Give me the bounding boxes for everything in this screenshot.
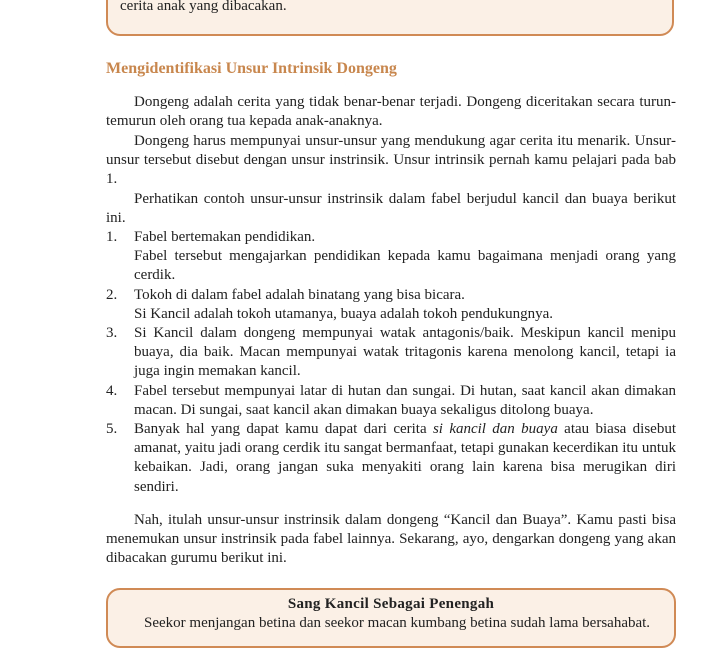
list-number: 5.: [106, 421, 118, 438]
list-number: 1.: [106, 229, 118, 245]
list-extra: Si Kancil adalah tokoh utamanya, buaya adalah tokoh pendukungnya.: [134, 305, 554, 322]
list-item: [106, 324, 676, 382]
list-item: [106, 420, 676, 497]
story-box: [106, 588, 676, 648]
list-text: Fabel tersebut mempunyai latar di hutan dan sungai. Di hutan, saat kancil akan dimakan macan. Di sungai, saat kancil akan dimakan buaya sekaligus ditolong buaya.: [134, 382, 676, 418]
list-text-before: Banyak hal yang dapat kamu dapat dari cerita: [134, 421, 433, 438]
list-extra: Fabel tersebut mengajarkan pendidikan kepada kamu bagaimana menjadi orang yang cerdik.: [134, 248, 676, 284]
list-item: [106, 228, 676, 286]
list-item: [106, 382, 676, 420]
list-number: 2.: [106, 286, 118, 303]
paragraph-3: Perhatikan contoh unsur-unsur instrinsik dalam fabel berjudul kancil dan buaya berikut ini.: [106, 191, 676, 227]
objective-box: [106, 0, 674, 36]
paragraph-2: Dongeng harus mempunyai unsur-unsur yang mendukung agar cerita itu menarik. Unsur-unsur tersebut disebut dengan unsur instrinsik. Unsur intrinsik pernah kamu pelajari pada bab 1.: [106, 133, 676, 188]
closing-paragraph: Nah, itulah unsur-unsur instrinsik dalam dongeng “Kancil dan Buaya”. Kamu pasti bisa menemukan unsur instrinsik pada fabel lainnya. Sekarang, ayo, dengarkan dongeng yang akan dibacakan gurumu berikut ini.: [106, 512, 676, 567]
list-text: Si Kancil dalam dongeng mempunyai watak antagonis/baik. Meskipun kancil menipu buaya, dia baik. Macan mempunyai watak tritagonis karena menolong kancil, tetapi ia juga ingin memakan kancil.: [134, 325, 676, 380]
list-text: Fabel bertemakan pendidikan.: [134, 229, 316, 245]
story-title: Sang Kancil Sebagai Penengah: [287, 596, 495, 612]
list-item: [106, 286, 676, 324]
list-text: Tokoh di dalam fabel adalah binatang yang bisa bicara.: [134, 286, 465, 303]
paragraph-1: Dongeng adalah cerita yang tidak benar-benar terjadi. Dongeng diceritakan secara turun-temurun oleh orang tua kepada anak-anaknya.: [106, 94, 676, 130]
intrinsic-elements-list: [106, 228, 676, 497]
section-heading: Mengidentifikasi Unsur Intrinsik Dongeng: [106, 60, 397, 77]
objective-line-2: cerita anak yang dibacakan.: [120, 0, 287, 14]
list-text-after: atau biasa disebut amanat, yaitu jadi orang cerdik itu sangat bermanfaat, tetapi gunakan kecerdikan itu untuk kebaikan. Jadi, orang jangan suka menyakiti orang lain karena bisa merugikan diri sendiri.: [134, 421, 676, 495]
story-title-italic: si kancil dan buaya: [432, 421, 558, 438]
list-number: 4.: [106, 382, 118, 399]
list-number: 3.: [106, 325, 118, 342]
story-first-line: Seekor menjangan betina dan seekor macan kumbang betina sudah lama bersahabat.: [144, 615, 651, 631]
